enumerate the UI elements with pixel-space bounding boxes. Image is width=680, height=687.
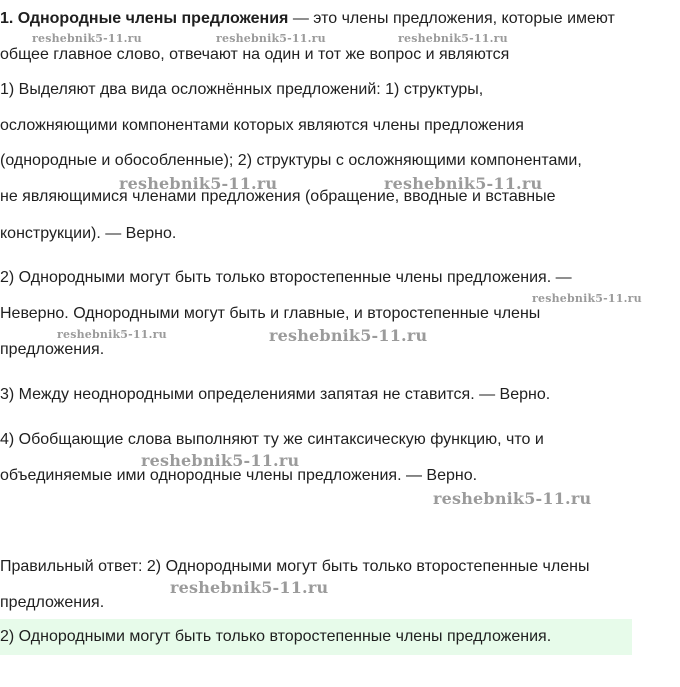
watermark: reshebnik5-11.ru xyxy=(433,489,592,508)
item4-line-1: 4) Обобщающие слова выполняют ту же синтаксическую функцию, что и xyxy=(0,431,544,448)
heading-term: 1. Однородные члены предложения xyxy=(0,10,289,27)
watermark: reshebnik5-11.ru xyxy=(141,451,300,470)
item1-line-4: не являющимися членами предложения (обращение, вводные и вставные xyxy=(0,188,556,205)
watermark: reshebnik5-11.ru xyxy=(398,32,508,45)
watermark: reshebnik5-11.ru xyxy=(269,326,428,345)
heading-definition: — это члены предложения, которые имеют xyxy=(288,10,615,27)
answer-highlight-text: 2) Однородными могут быть только второстепенные члены предложения. xyxy=(0,628,552,645)
watermark: reshebnik5-11.ru xyxy=(384,174,543,193)
watermark: reshebnik5-11.ru xyxy=(119,174,278,193)
item1-line-5: конструкции). — Верно. xyxy=(0,225,177,242)
item1-line-3: (однородные и обособленные); 2) структуры с осложняющими компонентами, xyxy=(0,152,582,169)
item2-line-3: предложения. xyxy=(0,341,105,358)
heading-line-2: общее главное слово, отвечают на один и тот же вопрос и являются xyxy=(0,46,510,63)
watermark: reshebnik5-11.ru xyxy=(216,32,326,45)
item2-line-1: 2) Однородными могут быть только второстепенные члены предложения. — xyxy=(0,269,572,286)
item1-line-2: осложняющими компонентами которых являются члены предложения xyxy=(0,117,524,134)
watermark: reshebnik5-11.ru xyxy=(32,32,142,45)
answer-line-2: предложения. xyxy=(0,594,105,611)
item4-line-2: объединяемые ими однородные члены предложения. — Верно. xyxy=(0,467,478,484)
watermark: reshebnik5-11.ru xyxy=(170,578,329,597)
heading-line-1 xyxy=(0,9,615,29)
watermark: reshebnik5-11.ru xyxy=(532,292,642,305)
watermark: reshebnik5-11.ru xyxy=(57,328,167,341)
item2-line-2: Неверно. Однородными могут быть и главные, и второстепенные члены xyxy=(0,305,541,322)
item1-line-1: 1) Выделяют два вида осложнённых предложений: 1) структуры, xyxy=(0,81,484,98)
item3-line-1: 3) Между неоднородными определениями запятая не ставится. — Верно. xyxy=(0,386,551,403)
answer-line-1: Правильный ответ: 2) Однородными могут быть только второстепенные члены xyxy=(0,558,590,575)
